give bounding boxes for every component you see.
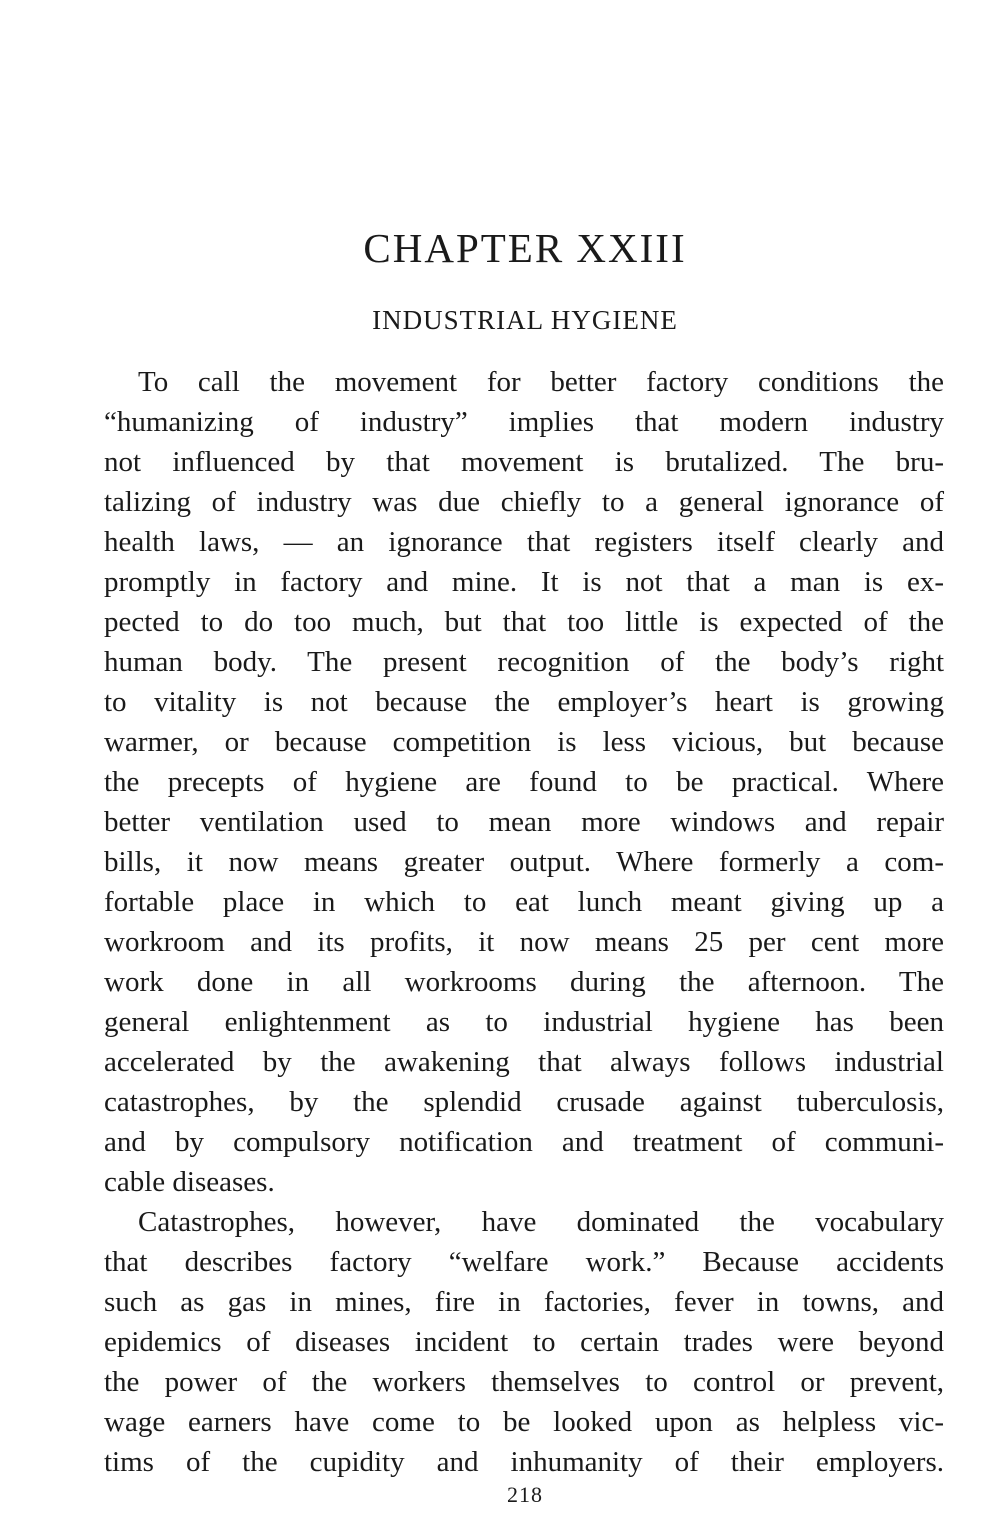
page-number: 218	[507, 1482, 543, 1507]
text-line: wage earners have come to be looked upon as helpless vic-	[104, 1406, 944, 1438]
paragraph-1	[104, 362, 944, 1202]
text-line: “humanizing of industry” implies that modern industry	[104, 406, 944, 438]
text-line: work done in all workrooms during the afternoon. The	[104, 966, 944, 998]
text-line: the power of the workers themselves to control or prevent,	[104, 1366, 944, 1398]
text-line: human body. The present recognition of the body’s right	[104, 646, 944, 678]
text-line: cable diseases.	[104, 1166, 275, 1198]
text-line: promptly in factory and mine. It is not that a man is ex-	[104, 566, 944, 598]
text-line: such as gas in mines, fire in factories, fever in towns, and	[104, 1286, 944, 1318]
text-line: bills, it now means greater output. Where formerly a com-	[104, 846, 944, 878]
text-line: fortable place in which to eat lunch meant giving up a	[104, 886, 944, 918]
text-line: talizing of industry was due chiefly to a general ignorance of	[104, 486, 944, 518]
text-line: epidemics of diseases incident to certain trades were beyond	[104, 1326, 944, 1358]
text-line: pected to do too much, but that too little is expected of the	[104, 606, 944, 638]
text-line: warmer, or because competition is less vicious, but because	[104, 726, 944, 758]
text-line: accelerated by the awakening that always follows industrial	[104, 1046, 944, 1078]
text-line: not influenced by that movement is brutalized. The bru-	[104, 446, 944, 478]
text-line: health laws, — an ignorance that registers itself clearly and	[104, 526, 944, 558]
text-line: catastrophes, by the splendid crusade against tuberculosis,	[104, 1086, 944, 1118]
text-line: workroom and its profits, it now means 25 per cent more	[104, 926, 944, 958]
text-line: and by compulsory notification and treatment of communi-	[104, 1126, 944, 1158]
text-line: to vitality is not because the employer’s heart is growing	[104, 686, 944, 718]
text-line: better ventilation used to mean more windows and repair	[104, 806, 944, 838]
body-text	[104, 362, 944, 1482]
paragraph-2	[104, 1202, 944, 1482]
chapter-title: CHAPTER XXIII	[363, 225, 687, 271]
text-line: Catastrophes, however, have dominated the vocabulary	[138, 1206, 944, 1238]
text-line: tims of the cupidity and inhumanity of their employers.	[104, 1446, 944, 1478]
chapter-subtitle: INDUSTRIAL HYGIENE	[372, 305, 678, 335]
text-line: the precepts of hygiene are found to be practical. Where	[104, 766, 944, 798]
text-line: To call the movement for better factory conditions the	[138, 366, 944, 398]
text-line: general enlightenment as to industrial hygiene has been	[104, 1006, 944, 1038]
text-line: that describes factory “welfare work.” Because accidents	[104, 1246, 944, 1278]
